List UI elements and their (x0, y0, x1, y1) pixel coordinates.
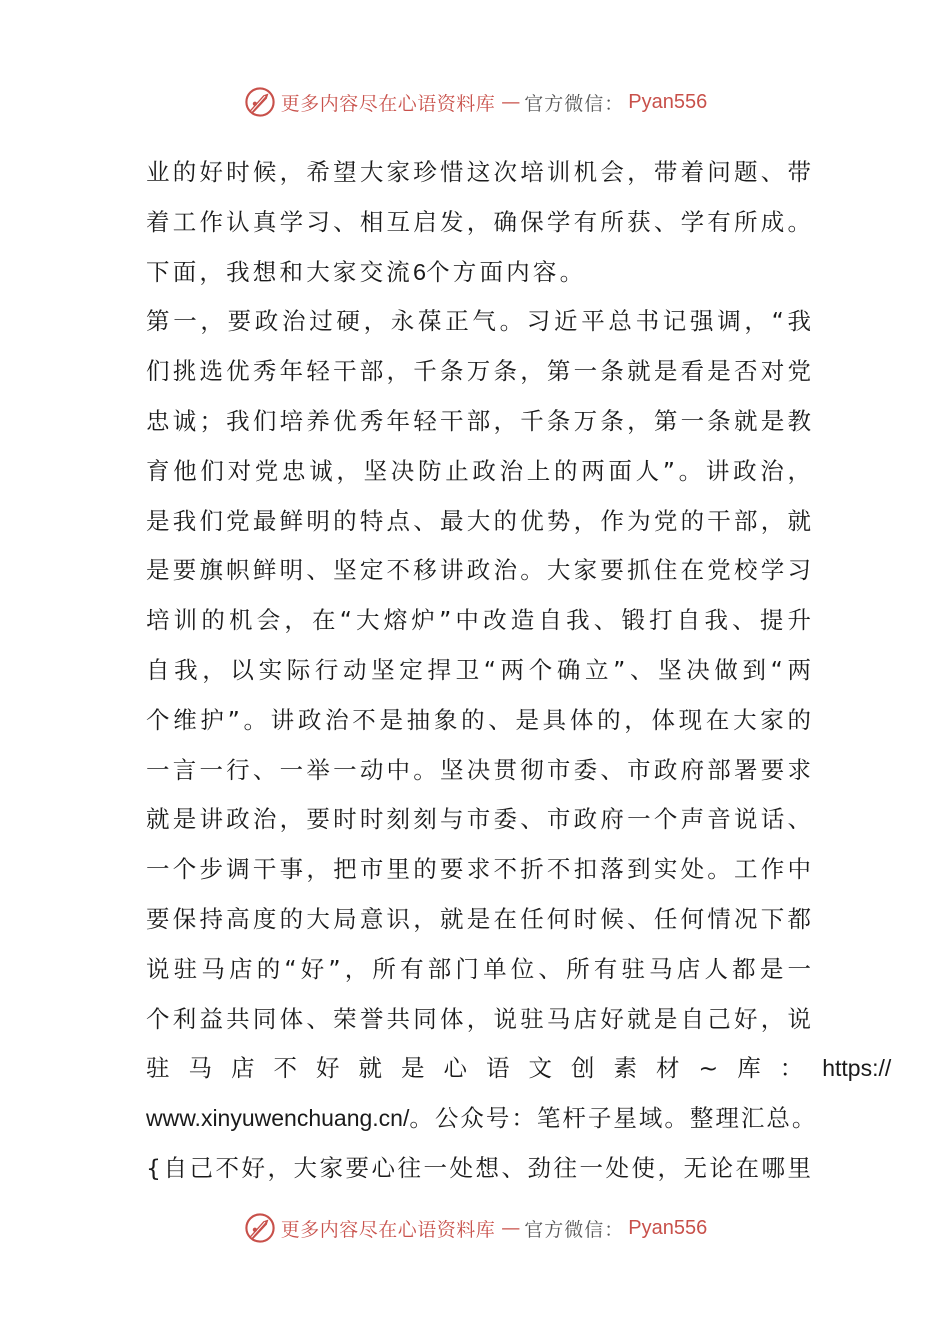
banner-wechat-id: Pyan556 (628, 1216, 708, 1239)
text-line: 一言一行、一举一动中。坚决贯彻市委、市政府部署要求 (146, 755, 811, 784)
text-line: {自己不好，大家要心往一处想、劲往一处使，无论在哪里 (146, 1153, 811, 1182)
text-line: 业的好时候，希望大家珍惜这次培训机会，带着问题、带 (146, 158, 811, 186)
url-link-part2[interactable]: www.xinyuwenchuang.cn/ (146, 1105, 410, 1132)
banner-title: 更多内容尽在心语资料库 (280, 1218, 496, 1241)
footer-watermark (0, 1208, 950, 1248)
banner-dash: — (501, 1217, 519, 1239)
text-line-url-start (146, 1044, 892, 1094)
text-line: 是要旗帜鲜明、坚定不移讲政治。大家要抓住在党校学习 (146, 556, 811, 585)
text-line: 培训的机会，在“大熔炉”中改造自我、锻打自我、提升 (146, 606, 811, 635)
text-line: 下面，我想和大家交流6个方面内容。 (146, 257, 587, 286)
banner-official-label: 官方微信： (524, 1218, 625, 1241)
text-line-url-end (146, 1094, 818, 1144)
text-line: 育他们对党忠诚，坚决防止政治上的两面人”。讲政治， (146, 456, 811, 485)
banner-wechat-id: Pyan556 (628, 90, 708, 113)
text-line: 着工作认真学习、相互启发，确保学有所获、学有所成。 (146, 207, 811, 236)
text-line: 们挑选优秀年轻干部，千条万条，第一条就是看是否对党 (146, 357, 811, 386)
banner-title: 更多内容尽在心语资料库 (280, 92, 496, 115)
text-line: 一个步调干事，把市里的要求不折不扣落到实处。工作中 (146, 855, 811, 884)
text-line: 就是讲政治，要时时刻刻与市委、市政府一个声音说话、 (146, 805, 811, 834)
header-watermark (0, 82, 950, 122)
text-line: 是我们党最鲜明的特点、最大的优势，作为党的干部，就 (146, 506, 811, 535)
text-line: 个维护”。讲政治不是抽象的、是具体的，体现在大家的 (146, 705, 811, 734)
banner-official-label: 官方微信： (524, 92, 625, 115)
text-line: 说驻马店的“好”，所有部门单位、所有驻马店人都是一 (146, 954, 811, 983)
pen-logo-icon (243, 85, 277, 119)
text-line: 自我，以实际行动坚定捍卫“两个确立”、坚决做到“两 (146, 655, 811, 684)
text-line-suffix: 。公众号：笔杆子星域。整理汇总。 (409, 1104, 818, 1133)
text-line: 忠诚；我们培养优秀年轻干部，千条万条，第一条就是教 (146, 406, 811, 435)
banner-dash: — (501, 91, 519, 113)
url-link-part1[interactable]: https:// (822, 1055, 892, 1082)
pen-logo-icon (243, 1211, 277, 1245)
document-body (146, 148, 892, 1194)
text-line-prefix: 驻马店不好就是心语文创素材~库： (146, 1054, 823, 1083)
text-line: 个利益共同体、荣誉共同体，说驻马店好就是自己好，说 (146, 1004, 811, 1033)
text-line: 要保持高度的大局意识，就是在任何时候、任何情况下都 (146, 904, 811, 933)
text-line: 第一，要政治过硬，永葆正气。习近平总书记强调，“我 (146, 307, 811, 336)
